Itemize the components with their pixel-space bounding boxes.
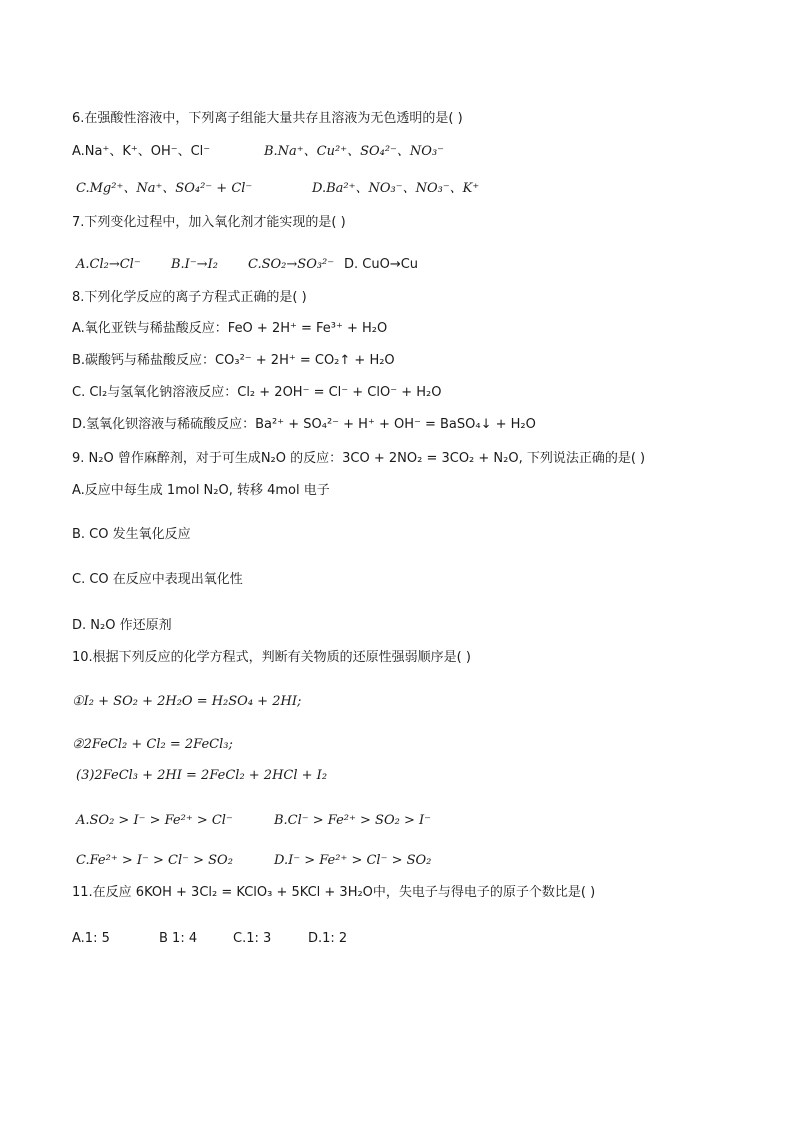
q9-option-a: A.反应中每生成 1mol N₂O, 转移 4mol 电子 (72, 483, 330, 498)
q7-option-c: C.SO₂→SO₃²⁻ (248, 257, 335, 272)
q7-option-b: B.I⁻→I₂ (171, 257, 218, 272)
q10-option-a: A.SO₂ > I⁻ > Fe²⁺ > Cl⁻ (76, 813, 233, 828)
q8-option-b: B.碳酸钙与稀盐酸反应：CO₃²⁻ + 2H⁺ = CO₂↑ + H₂O (72, 353, 395, 368)
q11-option-c: C.1: 3 (233, 931, 272, 946)
q11-stem: 11.在反应 6KOH + 3Cl₂ = KClO₃ + 5KCl + 3H₂O中，失电子与得电子的原子个数比是( ) (72, 885, 596, 900)
q9-option-b: B. CO 发生氧化反应 (72, 527, 191, 542)
q10-equation-2: ②2FeCl₂ + Cl₂ = 2FeCl₃; (72, 737, 233, 752)
q10-equation-1: ①I₂ + SO₂ + 2H₂O = H₂SO₄ + 2HI; (72, 694, 302, 709)
q6-stem: 6.在强酸性溶液中，下列离子组能大量共存且溶液为无色透明的是( ) (72, 111, 463, 126)
q6-option-a: A.Na⁺、K⁺、OH⁻、Cl⁻ (72, 144, 211, 159)
q10-stem: 10.根据下列反应的化学方程式，判断有关物质的还原性强弱顺序是( ) (72, 650, 471, 665)
q8-option-c: C. Cl₂与氢氧化钠溶液反应：Cl₂ + 2OH⁻ = Cl⁻ + ClO⁻ + H₂O (72, 385, 442, 400)
q9-option-c: C. CO 在反应中表现出氧化性 (72, 572, 243, 587)
q7-stem: 7.下列变化过程中，加入氧化剂才能实现的是( ) (72, 215, 346, 230)
q11-option-a: A.1: 5 (72, 931, 110, 946)
q6-option-d: D.Ba²⁺、NO₃⁻、NO₃⁻、K⁺ (312, 181, 480, 196)
q6-option-c: C.Mg²⁺、Na⁺、SO₄²⁻ + Cl⁻ (76, 181, 253, 196)
q11-option-d: D.1: 2 (308, 931, 348, 946)
q6-option-b: B.Na⁺、Cu²⁺、SO₄²⁻、NO₃⁻ (264, 144, 445, 159)
q10-option-b: B.Cl⁻ > Fe²⁺ > SO₂ > I⁻ (274, 813, 431, 828)
q7-option-a: A.Cl₂→Cl⁻ (76, 257, 141, 272)
q10-option-c: C.Fe²⁺ > I⁻ > Cl⁻ > SO₂ (76, 853, 233, 868)
q11-option-b: B 1: 4 (159, 931, 198, 946)
q8-option-d: D.氢氧化钡溶液与稀硫酸反应：Ba²⁺ + SO₄²⁻ + H⁺ + OH⁻ = BaSO₄↓ + H₂O (72, 417, 536, 432)
q10-equation-3: (3)2FeCl₃ + 2HI = 2FeCl₂ + 2HCl + I₂ (76, 768, 328, 783)
q10-option-d: D.I⁻ > Fe²⁺ > Cl⁻ > SO₂ (274, 853, 432, 868)
q8-option-a: A.氧化亚铁与稀盐酸反应：FeO + 2H⁺ = Fe³⁺ + H₂O (72, 321, 388, 336)
q6-options-row2 (72, 180, 722, 198)
q10-options-row1 (72, 812, 722, 830)
q9-stem: 9. N₂O 曾作麻醉剂，对于可生成N₂O 的反应：3CO + 2NO₂ = 3CO₂ + N₂O, 下列说法正确的是( ) (72, 451, 646, 466)
q8-stem: 8.下列化学反应的离子方程式正确的是( ) (72, 290, 307, 305)
q7-options (72, 256, 722, 274)
q7-option-d: D. CuO→Cu (344, 257, 419, 272)
q10-options-row2 (72, 852, 722, 870)
q11-options (72, 930, 722, 948)
q9-option-d: D. N₂O 作还原剂 (72, 618, 172, 633)
q6-options-row1 (72, 143, 722, 161)
